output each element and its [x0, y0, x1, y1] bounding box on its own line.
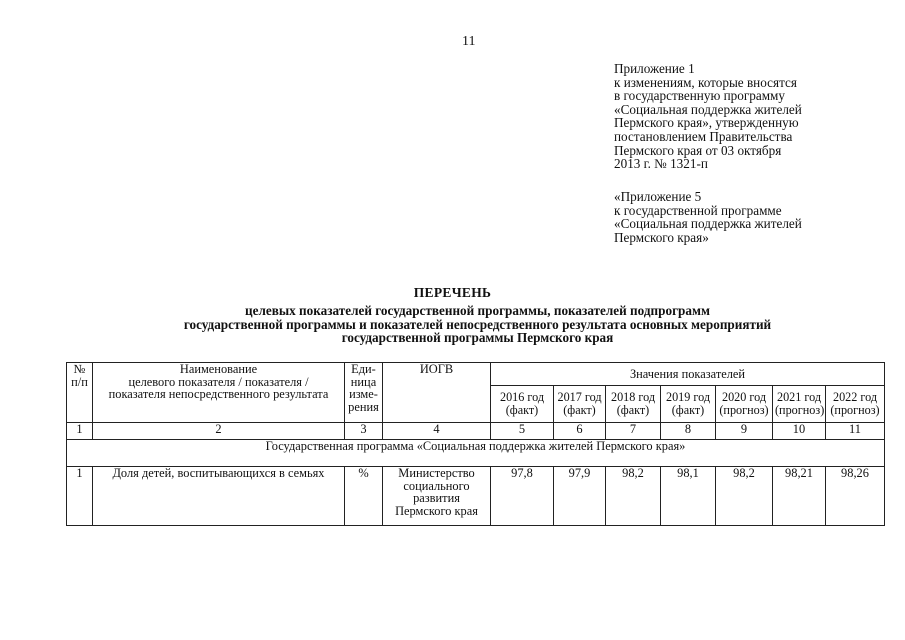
appendix-1-line: «Социальная поддержка жителей [614, 101, 802, 117]
row-value-2019: 98,1 [661, 467, 716, 526]
header-year-2020 [716, 386, 773, 423]
year-type: (факт) [671, 403, 705, 417]
year-label: 2019 год [665, 390, 711, 405]
year-type: (прогноз) [830, 403, 880, 417]
year-type: (прогноз) [719, 403, 769, 417]
row-iogv-line: развития [413, 491, 460, 506]
document-subtitle [60, 304, 895, 345]
appendix-1-line: Приложение 1 [614, 61, 695, 76]
row-value-2022: 98,26 [826, 467, 885, 526]
row-value-2021: 98,21 [773, 467, 826, 526]
year-label: 2018 год [610, 390, 656, 405]
appendix-1-line: Пермского края от 03 октября [614, 142, 782, 158]
header-year-2018 [606, 386, 661, 423]
header-number-line: п/п [71, 374, 88, 389]
row-value-2016: 97,8 [491, 467, 554, 526]
year-label: 2016 год [499, 390, 545, 405]
header-unit-line: рения [348, 399, 379, 414]
column-number-cell: 11 [826, 423, 885, 440]
header-unit-line: Еди- [351, 362, 376, 376]
appendix-5-block [614, 190, 859, 244]
header-unit-line: изме- [349, 387, 378, 402]
header-number [67, 363, 93, 423]
header-name-line: Наименование [179, 362, 258, 376]
header-iogv: ИОГВ [383, 363, 491, 423]
column-number-cell: 6 [554, 423, 606, 440]
appendix-1-line: Пермского края», утвержденную [614, 115, 799, 131]
column-number-cell: 4 [383, 423, 491, 440]
header-year-2017 [554, 386, 606, 423]
column-number-cell: 9 [716, 423, 773, 440]
year-label: 2020 год [721, 390, 767, 405]
table-row [67, 467, 885, 526]
column-number-cell: 3 [345, 423, 383, 440]
header-name [93, 363, 345, 423]
appendix-1-block [614, 62, 859, 171]
row-iogv-line: социального [403, 478, 470, 493]
header-year-2022 [826, 386, 885, 423]
header-values-group: Значения показателей [491, 363, 885, 386]
appendix-1-line: к изменениям, которые вносятся [614, 74, 797, 90]
appendix-5-line: «Социальная поддержка жителей [614, 216, 802, 232]
year-type: (факт) [505, 403, 539, 417]
year-label: 2017 год [557, 390, 602, 405]
row-unit: % [345, 467, 383, 526]
column-number-cell: 1 [67, 423, 93, 440]
column-number-cell: 7 [606, 423, 661, 440]
row-indicator-name: Доля детей, воспитывающихся в семьях [93, 467, 345, 526]
header-number-line: № [73, 362, 86, 376]
row-value-2020: 98,2 [716, 467, 773, 526]
section-title: Государственная программа «Социальная поддержка жителей Пермского края» [67, 440, 885, 467]
row-value-2017: 97,9 [554, 467, 606, 526]
year-type: (факт) [616, 403, 650, 417]
subtitle-line: целевых показателей государственной программы, показателей подпрограмм [245, 303, 710, 318]
indicators-table [66, 362, 885, 526]
header-name-line: показателя непосредственного результата [108, 387, 329, 402]
column-number-cell: 2 [93, 423, 345, 440]
row-iogv [383, 467, 491, 526]
appendix-5-line: Пермского края» [614, 229, 709, 245]
column-number-cell: 10 [773, 423, 826, 440]
column-number-cell: 8 [661, 423, 716, 440]
header-name-line: целевого показателя / показателя / [128, 374, 309, 389]
header-unit-line: ница [350, 374, 377, 389]
appendix-5-line: к государственной программе [614, 202, 782, 218]
year-label: 2021 год [776, 390, 822, 405]
appendix-1-line: 2013 г. № 1321-п [614, 156, 708, 172]
column-number-cell: 5 [491, 423, 554, 440]
appendix-1-line: постановлением Правительства [614, 128, 793, 144]
year-label: 2022 год [832, 390, 878, 405]
subtitle-line: государственной программы Пермского края [341, 330, 614, 346]
header-year-2019 [661, 386, 716, 423]
subtitle-line: государственной программы и показателей непосредственного результата основных мероприятий [183, 316, 772, 332]
header-year-2016 [491, 386, 554, 423]
row-iogv-line: Пермского края [395, 503, 478, 518]
header-year-2021 [773, 386, 826, 423]
page-number: 11 [462, 34, 476, 49]
year-type: (факт) [563, 403, 596, 417]
header-unit [345, 363, 383, 423]
row-value-2018: 98,2 [606, 467, 661, 526]
appendix-5-line: «Приложение 5 [614, 189, 702, 204]
appendix-1-line: в государственную программу [614, 88, 785, 104]
document-title: ПЕРЕЧЕНЬ [413, 285, 492, 300]
row-iogv-line: Министерство [398, 466, 475, 480]
row-number: 1 [67, 467, 93, 526]
year-type: (прогноз) [775, 403, 825, 417]
